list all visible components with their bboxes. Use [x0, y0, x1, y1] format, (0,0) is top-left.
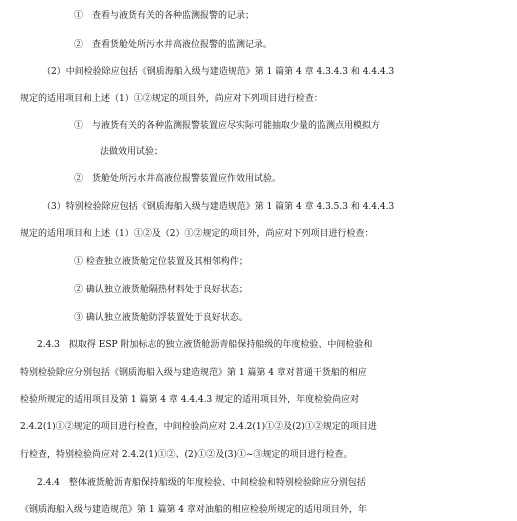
special-item-2: ② 确认独立液货舱隔热材料处于良好状态；	[74, 285, 248, 295]
special-item-3: ③ 确认独立液货舱防浮装置处于良好状态。	[74, 313, 248, 323]
intermediate-item-1: ① 与液货有关的各种监测报警装置应尽实际可能抽取少量的监测点用模拟方	[74, 121, 381, 131]
item-1-view-alarm-records: ① 查看与液货有关的各种监测报警的记录；	[74, 11, 255, 21]
section-2-4-4-heading: 2.4.4 整体液货舱沥青船保持船级的年度检验、中间检验和特别检验除应分别包括	[37, 478, 366, 488]
special-survey-text: 规定的适用项目和上述（1）①②及（2）①②规定的项目外，尚应对下列项目进行检查：	[20, 229, 374, 239]
special-survey-heading: （3）特别检验除应包括《钢质海船入级与建造规范》第 1 篇第 4 章 4.3.5.3 和 4.4.4.3	[42, 202, 395, 212]
item-2-view-bilge-alarm-records: ② 查看货舱处所污水井高液位报警的监测记录。	[74, 40, 273, 50]
section-2-4-3-heading: 2.4.3 拟取得 ESP 附加标志的独立液货舱沥青船保持船级的年度检验、中间检验和	[37, 340, 373, 350]
intermediate-survey-heading: （2）中间检验除应包括《钢质海船入级与建造规范》第 1 篇第 4 章 4.3.4.3 和 4.4.4.3	[42, 67, 395, 77]
section-2-4-3-text-2: 检验所规定的适用项目及第 1 篇第 4 章 4.4.4.3 规定的适用项目外，年度检验尚应对	[20, 395, 360, 405]
intermediate-item-2: ② 货舱处所污水井高液位报警装置应作效用试验。	[74, 174, 282, 184]
section-2-4-3-text-1: 特别检验除应分别包括《钢质海船入级与建造规范》第 1 篇第 4 章对普通干货船的相应	[20, 368, 367, 378]
section-2-4-3-text-4: 行检查，特别检验尚应对 2.4.2(1)①②、(2)①②及(3)①~③规定的项目进行检查。	[20, 450, 353, 460]
special-item-1: ① 检查独立液货舱定位装置及其相邻构件；	[74, 257, 248, 267]
intermediate-item-1-cont: 法做效用试验；	[100, 147, 164, 157]
section-2-4-3-text-3: 2.4.2(1)①②规定的项目进行检查，中间检验尚应对 2.4.2(1)①②及(2)①②规定的项目进	[20, 422, 377, 432]
section-2-4-4-text-1: 《钢质海船入级与建造规范》第 1 篇第 4 章对油船的相应检验所规定的适用项目外，年	[20, 505, 367, 515]
intermediate-survey-text: 规定的适用项目和上述（1）①②规定的项目外，尚应对下列项目进行检查：	[20, 94, 323, 104]
